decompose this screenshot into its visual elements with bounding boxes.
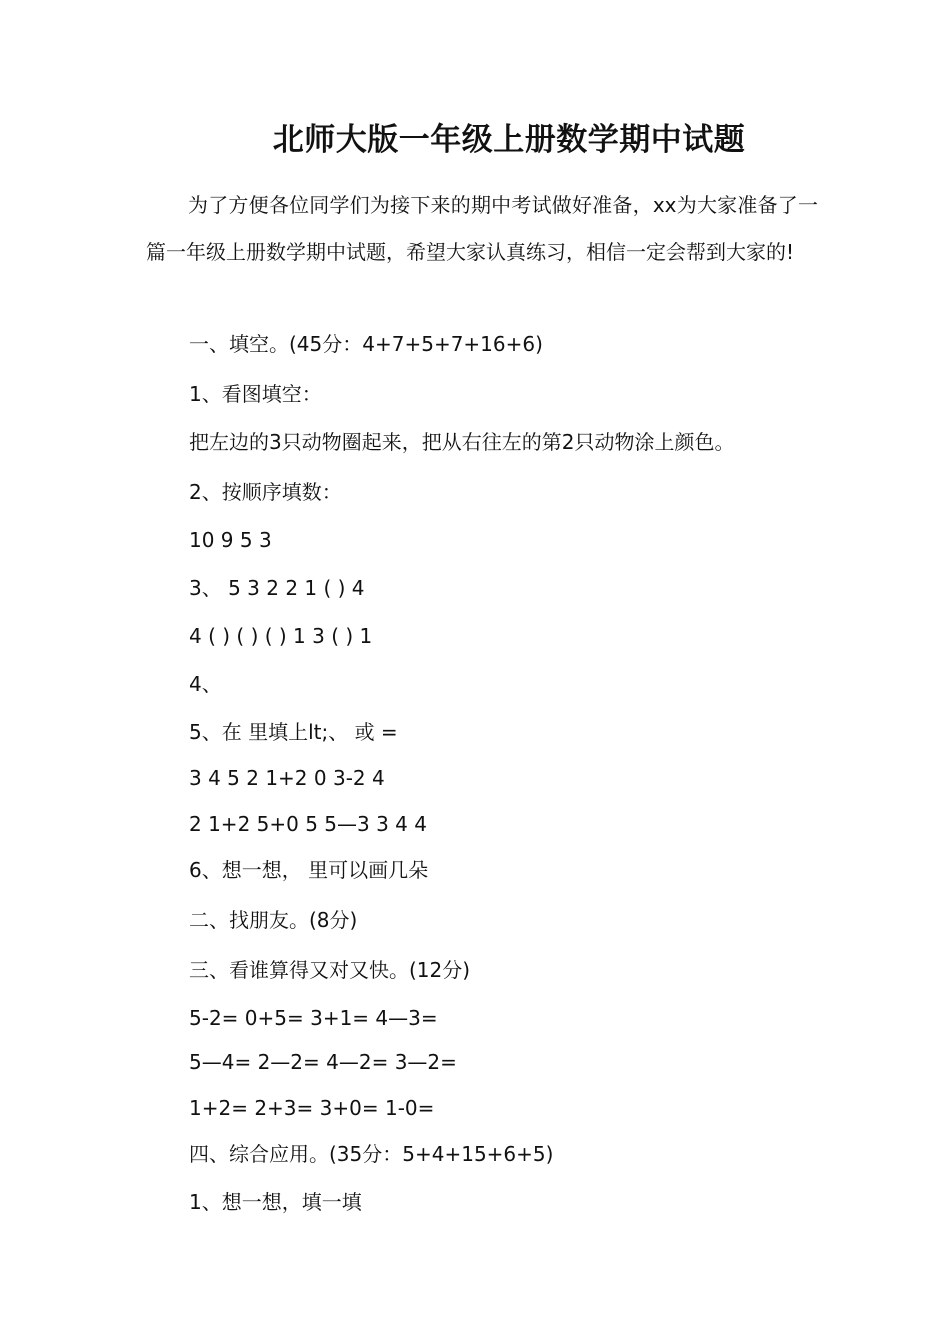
document-title: 北师大版一年级上册数学期中试题 [272, 122, 746, 158]
question-1-1: 1、看图填空： [189, 382, 322, 406]
arithmetic-row-1: 5-2= 0+5= 3+1= 4—3= [189, 1006, 438, 1030]
question-1-1-instruction: 把左边的3只动物圈起来，把从右往左的第2只动物涂上颜色。 [189, 430, 735, 454]
section-1-heading: 一、填空。(45分：4+7+5+7+16+6) [189, 332, 543, 356]
question-1-2-numbers: 10 9 5 3 [189, 528, 272, 552]
arithmetic-row-2: 5—4= 2—2= 4—2= 3—2= [189, 1050, 457, 1074]
arithmetic-row-3: 1+2= 2+3= 3+0= 1-0= [189, 1096, 435, 1120]
question-1-5: 5、在 里填上lt;、 或 = [189, 720, 398, 744]
question-1-3: 3、 5 3 2 2 1 ( ) 4 [189, 576, 365, 600]
question-1-5-row-2: 2 1+2 5+0 5 5—3 3 4 4 [189, 812, 427, 836]
question-1-4: 4、 [189, 672, 222, 696]
section-2-heading: 二、找朋友。(8分) [189, 908, 358, 932]
question-4-1: 1、想一想，填一填 [189, 1190, 362, 1214]
question-1-6: 6、想一想， 里可以画几朵 [189, 858, 429, 882]
question-1-5-row-1: 3 4 5 2 1+2 0 3-2 4 [189, 766, 385, 790]
section-3-heading: 三、看谁算得又对又快。(12分) [189, 958, 471, 982]
intro-paragraph: 为了方便各位同学们为接下来的期中考试做好准备，xx为大家准备了一篇一年级上册数学期中试题，希望大家认真练习，相信一定会帮到大家的! [146, 193, 818, 264]
section-4-heading: 四、综合应用。(35分：5+4+15+6+5) [189, 1142, 554, 1166]
question-1-3-numbers: 4 ( ) ( ) ( ) 1 3 ( ) 1 [189, 624, 373, 648]
question-1-2: 2、按顺序填数： [189, 480, 342, 504]
